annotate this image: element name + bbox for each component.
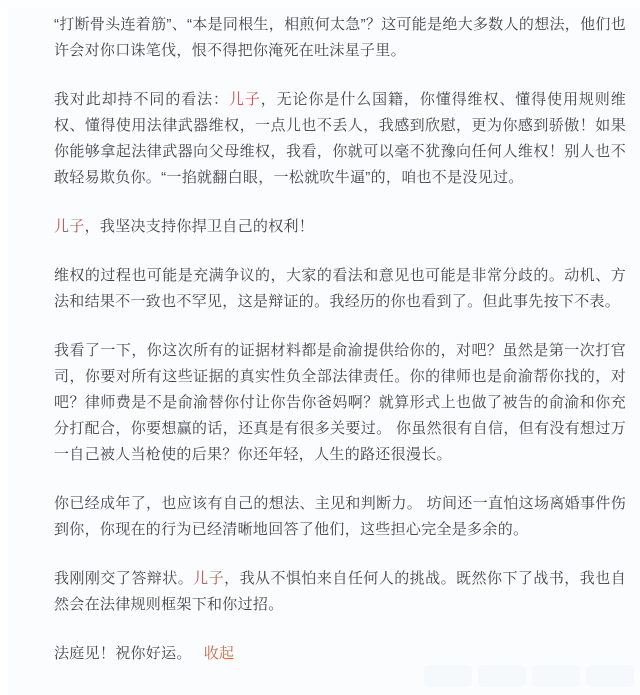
paragraph-3 bbox=[54, 214, 626, 240]
paragraph-5 bbox=[54, 338, 626, 468]
paragraph-1 bbox=[54, 12, 626, 64]
watermark bbox=[424, 665, 634, 687]
paragraph-text: 我对此却持不同的看法： bbox=[54, 91, 229, 108]
paragraph-2 bbox=[54, 87, 626, 191]
paragraph-text: 法庭见！祝你好运。 bbox=[54, 645, 192, 662]
highlight-son: 儿子 bbox=[193, 570, 225, 587]
paragraph-text: ，我坚决支持你捍卫自己的权利！ bbox=[84, 218, 315, 235]
paragraph-6 bbox=[54, 491, 626, 543]
highlight-son: 儿子 bbox=[54, 218, 85, 235]
paragraph-text: ，我从不惧怕来自任何人的挑战。既然你下了战书，我也自然会在法律规则框架下和你过招。 bbox=[54, 570, 626, 613]
paragraph-text: 你已经成年了，也应该有自己的想法、主见和判断力。 坊间还一直怕这场离婚事件伤到你，你现在的行为已经清晰地回答了他们，这些担心完全是多余的。 bbox=[54, 495, 626, 538]
paragraph-7 bbox=[54, 566, 626, 618]
highlight-son: 儿子 bbox=[228, 91, 261, 108]
paragraph-text: 维权的过程也可能是充满争议的，大家的看法和意见也可能是非常分歧的。动机、方法和结果不一致也不罕见，这是辩证的。我经历的你也看到了。但此事先按下不表。 bbox=[54, 267, 626, 310]
paragraph-8 bbox=[54, 641, 626, 667]
paragraph-text: “打断骨头连着筋”、“本是同根生，相煎何太急”？这可能是绝大多数人的想法，他们也许会对你口诛笔伐，恨不得把你淹死在吐沫星子里。 bbox=[54, 16, 626, 59]
paragraph-text: 我刚刚交了答辩状。 bbox=[54, 570, 194, 587]
paragraph-text: ，无论你是什么国籍，你懂得维权、懂得使用规则维权、懂得使用法律武器维权，一点儿也不丢人，我感到欣慰，更为你感到骄傲！如果你能够拿起法律武器向父母维权，我看，你就可以毫不犹豫向任何人维权！别人也不敢轻易欺负你。“一掐就翻白眼，一松就吹牛逼”的，咱也不是没见过。 bbox=[54, 91, 626, 186]
collapse-link[interactable]: 收起 bbox=[203, 645, 235, 662]
paragraph-4 bbox=[54, 263, 626, 315]
paragraph-text: 我看了一下，你这次所有的证据材料都是俞渝提供给你的，对吧？虽然是第一次打官司，你要对所有这些证据的真实性负全部法律责任。你的律师也是俞渝帮你找的，对吧？律师费是不是俞渝替你付让你告你爸妈啊？就算形式上也做了被告的俞渝和你充分打配合，你要想赢的话，还真是有很多关要过。 你虽然很有自信，但有没有想过万一自己被人当枪使的后果？你还年轻，人生的路还很漫长。 bbox=[54, 342, 626, 463]
